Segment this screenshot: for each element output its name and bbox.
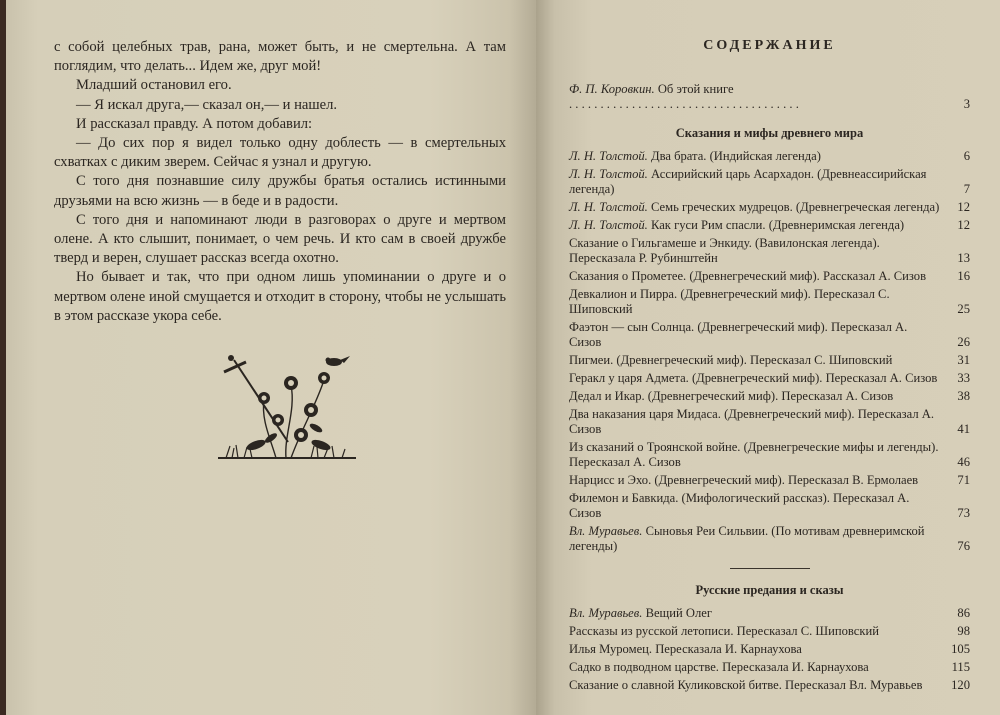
toc-text: Сказания о Прометее. (Древнегреческий миф). Рассказал А. Сизов [569, 269, 927, 283]
toc-entry [569, 218, 970, 233]
sword-and-flowers-vignette-icon [216, 350, 366, 465]
toc-text: Об этой книге [657, 82, 734, 96]
toc-page: 7 [963, 182, 970, 196]
toc-text: Филемон и Бавкида. (Мифологический рассказ). Пересказал А. Сизов [569, 491, 910, 520]
toc-section-ancient [569, 149, 970, 554]
paragraph: с собой целебных трав, рана, может быть, и не смертельна. А там поглядим, что делать... Идем же, друг мой! [54, 39, 506, 75]
toc-entry [569, 660, 970, 675]
open-book [6, 0, 1000, 715]
toc-text: Ассирийский царь Асархадон. (Древнеассирийская легенда) [569, 167, 927, 196]
toc-page: 26 [957, 335, 970, 349]
paragraph: — До сих пор я видел только одну доблесть — в смертельных схватках с диким зверем. Сейчас я узнал и другую. [54, 135, 506, 171]
paragraph: Младший остановил его. [76, 77, 232, 94]
toc-entry [569, 82, 970, 112]
toc-author: Вл. Муравьев. [569, 606, 643, 620]
toc-text: Дедал и Икар. (Древнегреческий миф). Пересказал А. Сизов [569, 389, 894, 403]
toc-page: 12 [957, 200, 970, 214]
toc-text: Вещий Олег [645, 606, 713, 620]
toc-text: Нарцисс и Эхо. (Древнегреческий миф). Пересказал В. Ермолаев [569, 473, 919, 487]
toc-page: 120 [951, 678, 970, 692]
toc-page: 98 [957, 624, 970, 638]
toc-text: Садко в подводном царстве. Пересказала И. Карнаухова [569, 660, 869, 674]
toc-text: Семь греческих мудрецов. (Древнегреческая легенда) [650, 200, 940, 214]
toc-entry [569, 389, 970, 404]
toc-page: 41 [957, 422, 970, 436]
toc-entry [569, 606, 970, 621]
toc-section-russian [569, 606, 970, 693]
toc-entry [569, 473, 970, 488]
paragraph: — Я искал друга,— сказал он,— и нашел. [76, 96, 338, 113]
toc-text: Сказание о Гильгамеше и Энкиду. (Вавилонская легенда). Пересказала Р. Рубинштейн [569, 236, 880, 265]
section-divider [730, 568, 810, 569]
toc-author: Л. Н. Толстой. [569, 200, 648, 214]
paragraph: И рассказал правду. А потом добавил: [76, 115, 313, 132]
toc-section-title: Русские предания и сказы [695, 583, 844, 597]
toc-author: Вл. Муравьев. [569, 524, 643, 538]
toc-title: СОДЕРЖАНИЕ [703, 38, 836, 53]
toc-text: Сказание о славной Куликовской битве. Пересказал Вл. Муравьев [569, 678, 923, 692]
toc-text: Фаэтон — сын Солнца. (Древнегреческий миф). Пересказал А. Сизов [569, 320, 908, 349]
toc-page: 38 [957, 389, 970, 403]
toc-text: Сыновья Реи Сильвии. (По мотивам древнеримской легенды) [569, 524, 925, 553]
story-text [54, 38, 506, 326]
toc-entry [569, 440, 970, 470]
toc-text: Илья Муромец. Пересказала И. Карнаухова [569, 642, 802, 656]
toc-page: 6 [963, 149, 970, 163]
toc-page: 31 [957, 353, 970, 367]
toc-page: 3 [963, 97, 970, 111]
toc-page: 73 [957, 506, 970, 520]
left-page [6, 0, 536, 715]
toc-author: Ф. П. Коровкин. [569, 82, 655, 96]
toc-entry [569, 200, 970, 215]
toc-entry [569, 167, 970, 197]
toc-entry [569, 524, 970, 554]
toc-entry [569, 269, 970, 284]
toc-text: Пигмеи. (Древнегреческий миф). Пересказал С. Шиповский [569, 353, 893, 367]
toc-section-title: Сказания и мифы древнего мира [675, 126, 864, 140]
right-page [536, 0, 1000, 715]
toc-entry [569, 353, 970, 368]
toc-text: Геракл у царя Адмета. (Древнегреческий миф). Пересказал А. Сизов [569, 371, 938, 385]
toc-entry [569, 236, 970, 266]
toc-page: 86 [957, 606, 970, 620]
toc-page: 25 [957, 302, 970, 316]
toc-author: Л. Н. Толстой. [569, 218, 648, 232]
toc-text: Два наказания царя Мидаса. (Древнегреческий миф). Пересказал А. Сизов [569, 407, 935, 436]
toc-page: 105 [951, 642, 970, 656]
toc-entry [569, 287, 970, 317]
toc-page: 13 [957, 251, 970, 265]
toc-author: Л. Н. Толстой. [569, 167, 648, 181]
toc-author: Л. Н. Толстой. [569, 149, 648, 163]
toc-entry [569, 624, 970, 639]
toc-entry [569, 407, 970, 437]
toc-entry [569, 320, 970, 350]
toc-text: Как гуси Рим спасли. (Древнеримская легенда) [650, 218, 905, 232]
toc-entry [569, 678, 970, 693]
toc-page: 76 [957, 539, 970, 553]
toc-entry [569, 642, 970, 657]
toc-page: 115 [951, 660, 970, 674]
paragraph: С того дня познавшие силу дружбы братья остались истинными друзьями на всю жизнь — в беде и в радости. [54, 173, 506, 209]
paragraph: С того дня и напоминают люди в разговорах о друге и мертвом олене. А кто слышит, понимает, о чем речь. И кто сам в своей дружбе тверд и верен, слушает рассказ всегда охотно. [54, 211, 506, 267]
toc-entry [569, 491, 970, 521]
toc-page: 33 [957, 371, 970, 385]
toc-entry [569, 371, 970, 386]
toc-entry [569, 149, 970, 164]
toc-page: 46 [957, 455, 970, 469]
toc-text: Рассказы из русской летописи. Пересказал С. Шиповский [569, 624, 879, 638]
toc-page: 16 [957, 269, 970, 283]
toc-text: Девкалион и Пирра. (Древнегреческий миф). Пересказал С. Шиповский [569, 287, 890, 316]
toc-page: 12 [957, 218, 970, 232]
toc-text: Из сказаний о Троянской войне. (Древнегреческие мифы и легенды). Пересказал А. Сизов [569, 440, 939, 469]
toc-page: 71 [957, 473, 970, 487]
paragraph: Но бывает и так, что при одном лишь упоминании о друге и о мертвом олене иной смущается и отходит в сторону, чтобы не услышать в этом рассказе укора себе. [54, 269, 506, 324]
toc-text: Два брата. (Индийская легенда) [650, 149, 821, 163]
